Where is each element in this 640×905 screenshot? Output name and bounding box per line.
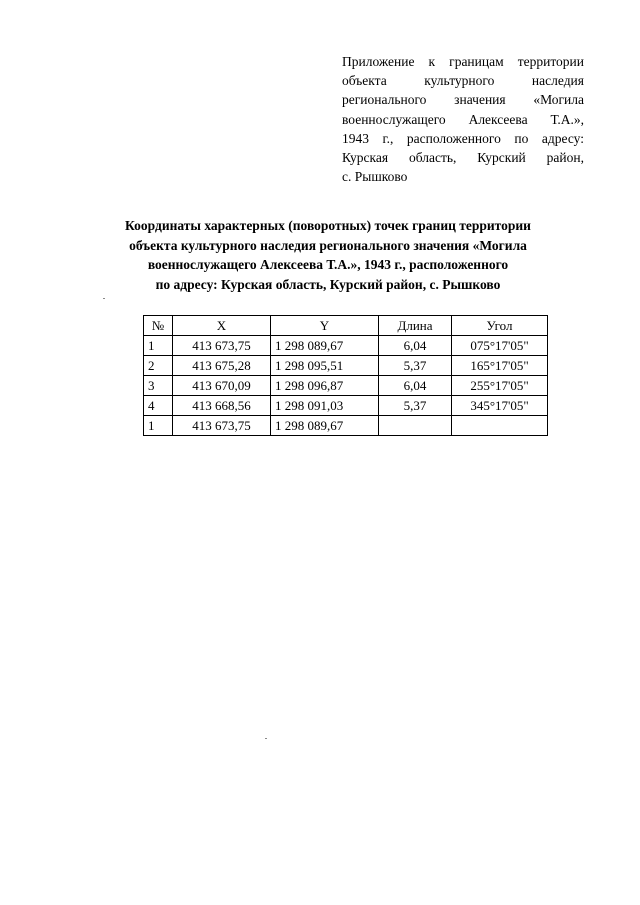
- document-title: [100, 216, 556, 294]
- cell-y: 1 298 096,87: [271, 376, 379, 396]
- header-number: №: [144, 316, 173, 336]
- table-row: [144, 416, 548, 436]
- appendix-note: [342, 52, 584, 186]
- header-y: Y: [271, 316, 379, 336]
- cell-length: 6,04: [379, 336, 452, 356]
- cell-number: 1: [144, 336, 173, 356]
- cell-x: 413 673,75: [173, 416, 271, 436]
- cell-y: 1 298 089,67: [271, 336, 379, 356]
- cell-number: 3: [144, 376, 173, 396]
- cell-length: 6,04: [379, 376, 452, 396]
- cell-length: 5,37: [379, 356, 452, 376]
- cell-number: 2: [144, 356, 173, 376]
- title-line: военнослужащего Алексеева Т.А.», 1943 г., расположенного: [147, 257, 509, 272]
- cell-x: 413 668,56: [173, 396, 271, 416]
- cell-angle: [452, 416, 548, 436]
- header-angle: Угол: [452, 316, 548, 336]
- table-row: [144, 336, 548, 356]
- appendix-line: регионального значения «Могила: [342, 92, 584, 108]
- cell-angle: 075°17'05": [452, 336, 548, 356]
- cell-length: [379, 416, 452, 436]
- cell-length: 5,37: [379, 396, 452, 416]
- header-length: Длина: [379, 316, 452, 336]
- cell-number: 1: [144, 416, 173, 436]
- appendix-line: 1943 г., расположенного по адресу:: [342, 130, 584, 146]
- appendix-line: Приложение к границам территории: [342, 54, 584, 69]
- table-row: [144, 376, 548, 396]
- cell-angle: 345°17'05": [452, 396, 548, 416]
- table-row: [144, 356, 548, 376]
- header-x: X: [173, 316, 271, 336]
- cell-x: 413 673,75: [173, 336, 271, 356]
- table-header-row: [144, 316, 548, 336]
- appendix-line: Курская область, Курский район,: [342, 150, 584, 166]
- cell-x: 413 675,28: [173, 356, 271, 376]
- scan-speck: [265, 738, 267, 739]
- cell-angle: 255°17'05": [452, 376, 548, 396]
- cell-number: 4: [144, 396, 173, 416]
- appendix-line: военнослужащего Алексеева Т.А.»,: [342, 111, 584, 127]
- cell-angle: 165°17'05": [452, 356, 548, 376]
- appendix-line: объекта культурного наследия: [342, 73, 584, 89]
- scan-speck: [103, 298, 105, 299]
- cell-y: 1 298 091,03: [271, 396, 379, 416]
- cell-y: 1 298 095,51: [271, 356, 379, 376]
- cell-y: 1 298 089,67: [271, 416, 379, 436]
- title-line: объекта культурного наследия регионального значения «Могила: [129, 237, 527, 253]
- cell-x: 413 670,09: [173, 376, 271, 396]
- coordinates-table: [143, 315, 548, 436]
- title-line: Координаты характерных (поворотных) точек границ территории: [125, 218, 531, 233]
- table-row: [144, 396, 548, 416]
- title-line: по адресу: Курская область, Курский район, с. Рышково: [155, 276, 501, 292]
- appendix-line: с. Рышково: [342, 169, 408, 185]
